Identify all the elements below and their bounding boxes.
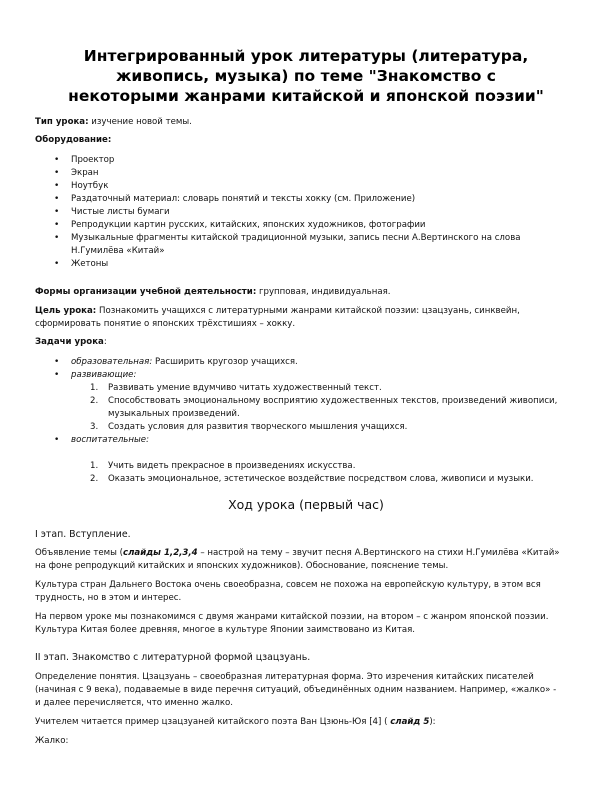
slides-reference: слайды 1,2,3,4	[123, 548, 198, 558]
list-number: 2.	[90, 396, 99, 406]
stage-1-heading: I этап. Вступление.	[35, 529, 131, 540]
equipment-item: Проектор	[71, 155, 115, 165]
title-line-3: некоторыми жанрами китайской и японской поэзии"	[68, 87, 544, 105]
paragraph-example-start: Учителем читается пример цзацзуаней китайского поэта Ван Цзюнь-Юя [4] (	[35, 717, 391, 727]
paragraph-topic-rest: – настрой на тему – звучит песня А.Вертинского на стихи Н.Гумилёва «Китай»	[197, 548, 560, 558]
organization-forms-label: Формы организации учебной деятельности:	[35, 287, 257, 297]
lesson-goal-label: Цель урока:	[35, 306, 97, 316]
paragraph-definition-line-3: и далее перечисляется, что именно жалко.	[35, 698, 234, 708]
task-educational-value: Расширить кругозор учащихся.	[152, 357, 298, 367]
developmental-item: Способствовать эмоциональному восприятию художественных текстов, произведений живописи,	[108, 396, 558, 406]
list-number: 2.	[90, 474, 99, 484]
lesson-tasks-heading	[35, 336, 107, 348]
paragraph-plan-line-2: Культура Китая более древняя, многое в культуре Японии заимствовано из Китая.	[35, 625, 416, 635]
equipment-item: Жетоны	[71, 259, 109, 269]
section-heading: Ход урока (первый час)	[228, 497, 384, 512]
paragraph-pity: Жалко:	[35, 736, 69, 746]
organization-forms-value: групповая, индивидуальная.	[256, 287, 391, 297]
paragraph-definition-line-2: (начиная с 9 века), подаваемые в виде перечня ситуаций, объединённых одним названием. Например, «жалко» -	[35, 685, 557, 695]
bullet-icon: •	[54, 207, 60, 217]
paragraph-plan-line-1: На первом уроке мы познакомимся с двумя жанрами китайской поэзии, на втором – с жанром японской поэзии.	[35, 612, 549, 622]
bullet-icon: •	[54, 357, 60, 367]
paragraph-culture-line-1: Культура стран Дальнего Востока очень своеобразна, совсем не похожа на европейскую культуру, в этом вся	[35, 580, 541, 590]
lesson-goal-value: Познакомить учащихся с литературными жанрами китайской поэзии: цзацзуань, синквейн,	[96, 306, 520, 316]
lesson-goal-line-2: сформировать понятие о японских трёхстишиях – хокку.	[35, 319, 296, 329]
equipment-item: Чистые листы бумаги	[71, 207, 170, 217]
list-number: 3.	[90, 422, 99, 432]
bullet-icon: •	[54, 259, 60, 269]
slide-reference: слайд 5	[390, 717, 430, 727]
title-line-1: Интегрированный урок литературы (литература,	[83, 47, 529, 65]
bullet-icon: •	[54, 194, 60, 204]
equipment-item: Репродукции картин русских, китайских, японских художников, фотографии	[71, 220, 426, 230]
title-line-2: живопись, музыка) по теме "Знакомство с	[116, 67, 496, 85]
lesson-type	[35, 116, 192, 128]
equipment-item: Раздаточный материал: словарь понятий и тексты хокку (см. Приложение)	[71, 194, 416, 204]
stage-2-heading: II этап. Знакомство с литературной формой цзацзуань.	[35, 652, 311, 663]
upbringing-item: Оказать эмоциональное, эстетическое воздействие посредством слова, живописи и музыки.	[108, 474, 534, 484]
paragraph-example	[35, 716, 436, 728]
task-educational	[71, 356, 298, 368]
paragraph-topic-start: Объявление темы (	[35, 548, 124, 558]
lesson-goal	[35, 305, 520, 317]
lesson-tasks-colon: :	[103, 337, 107, 347]
equipment-item: Экран	[71, 168, 99, 178]
upbringing-item: Учить видеть прекрасное в произведениях искусства.	[108, 461, 356, 471]
developmental-item: Создать условия для развития творческого мышления учащихся.	[108, 422, 408, 432]
developmental-item: Развивать умение вдумчиво читать художественный текст.	[108, 383, 382, 393]
task-educational-label: образовательная:	[71, 357, 153, 367]
lesson-type-value: изучение новой темы.	[88, 117, 192, 127]
list-number: 1.	[90, 461, 99, 471]
bullet-icon: •	[54, 155, 60, 165]
bullet-icon: •	[54, 220, 60, 230]
paragraph-topic	[35, 547, 560, 559]
page-title	[40, 46, 572, 106]
lesson-tasks-label: Задачи урока	[35, 337, 104, 347]
equipment-item: Музыкальные фрагменты китайской традиционной музыки, запись песни А.Вертинского на слова	[71, 233, 521, 243]
organization-forms	[35, 286, 391, 298]
bullet-icon: •	[54, 181, 60, 191]
equipment-item-continued: Н.Гумилёва «Китай»	[71, 246, 165, 256]
lesson-type-label: Тип урока:	[35, 117, 89, 127]
task-upbringing-label: воспитательные:	[71, 435, 149, 445]
task-developmental-label: развивающие:	[71, 370, 137, 380]
paragraph-definition-line-1: Определение понятия. Цзацзуань – своеобразная литературная форма. Это изречения китайских писателей	[35, 672, 534, 682]
paragraph-topic-line-2: на фоне репродукций китайских и японских художников). Обоснование, пояснение темы.	[35, 561, 449, 571]
equipment-item: Ноутбук	[71, 181, 109, 191]
list-number: 1.	[90, 383, 99, 393]
equipment-label: Оборудование:	[35, 135, 112, 145]
bullet-icon: •	[54, 168, 60, 178]
bullet-icon: •	[54, 233, 60, 243]
bullet-icon: •	[54, 435, 60, 445]
bullet-icon: •	[54, 370, 60, 380]
developmental-item-continued: музыкальных произведений.	[108, 409, 240, 419]
paragraph-culture-line-2: трудность, но в этом и интерес.	[35, 593, 182, 603]
paragraph-example-end: ):	[429, 717, 436, 727]
